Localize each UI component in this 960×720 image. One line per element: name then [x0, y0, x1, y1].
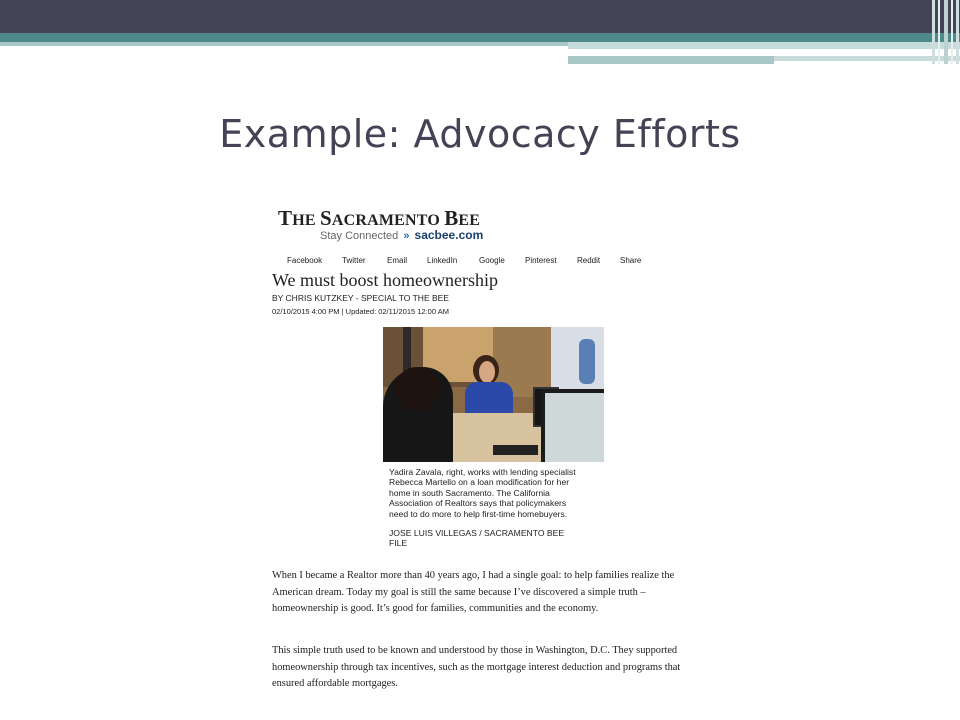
article-photo — [383, 327, 604, 462]
header-bar — [0, 0, 960, 33]
share-reddit[interactable]: Reddit — [577, 256, 601, 265]
logo-letter: S — [319, 206, 332, 230]
site-link[interactable]: sacbee.com — [414, 228, 484, 242]
header-stripe — [0, 42, 568, 46]
logo-letters: HE — [292, 212, 320, 229]
article-headline: We must boost homeownership — [272, 270, 499, 290]
article-paragraph: When I became a Realtor more than 40 years ago, I had a single goal: to help families realize the American dream. Today my goal is still the same because I’ve discovered a simple truth – homeownership is good. It’s good for families, communities and the economy. — [272, 570, 675, 615]
chevron-right-icon: » — [403, 230, 410, 242]
logo-letter: T — [278, 206, 293, 230]
logo-letter: B — [444, 206, 459, 230]
article-dateline: 02/10/2015 4:00 PM | Updated: 02/11/2015 12:00 AM — [272, 307, 449, 316]
stay-connected-text: Stay Connected — [320, 230, 399, 242]
share-email[interactable]: Email — [387, 256, 408, 265]
photo-credit: JOSE LUIS VILLEGAS / SACRAMENTO BEE FILE — [389, 528, 565, 549]
logo-letters: EE — [458, 212, 481, 229]
share-facebook[interactable]: Facebook — [287, 256, 323, 265]
logo-tagline — [320, 228, 483, 242]
header-stripe — [568, 52, 888, 55]
newspaper-logo — [278, 206, 484, 242]
photo-caption: Yadira Zavala, right, works with lending specialist Rebecca Martello on a loan modification for her home in south Sacramento. The California Association of Realtors says that policymakers need to do more to help first-time homebuyers. — [389, 467, 576, 519]
share-linkedin[interactable]: LinkedIn — [427, 256, 458, 265]
article-byline: BY CHRIS KUTZKEY - SPECIAL TO THE BEE — [272, 293, 449, 303]
header-stripe — [568, 56, 774, 64]
header-corner-lines — [930, 0, 960, 64]
share-google[interactable]: Google — [479, 256, 505, 265]
header-stripe — [568, 42, 960, 49]
header-accent-bar — [0, 33, 960, 42]
share-pinterest[interactable]: Pinterest — [525, 256, 557, 265]
share-bar — [281, 256, 661, 268]
article-paragraph: This simple truth used to be known and understood by those in Washington, D.C. They supported homeownership through tax incentives, such as the mortgage interest deduction and programs that ensured affordable mortgages. — [272, 645, 681, 690]
share-more[interactable]: Share — [620, 256, 642, 265]
share-twitter[interactable]: Twitter — [342, 256, 366, 265]
slide-title: Example: Advocacy Efforts — [219, 112, 741, 156]
logo-letters: ACRAMENTO — [331, 212, 445, 229]
